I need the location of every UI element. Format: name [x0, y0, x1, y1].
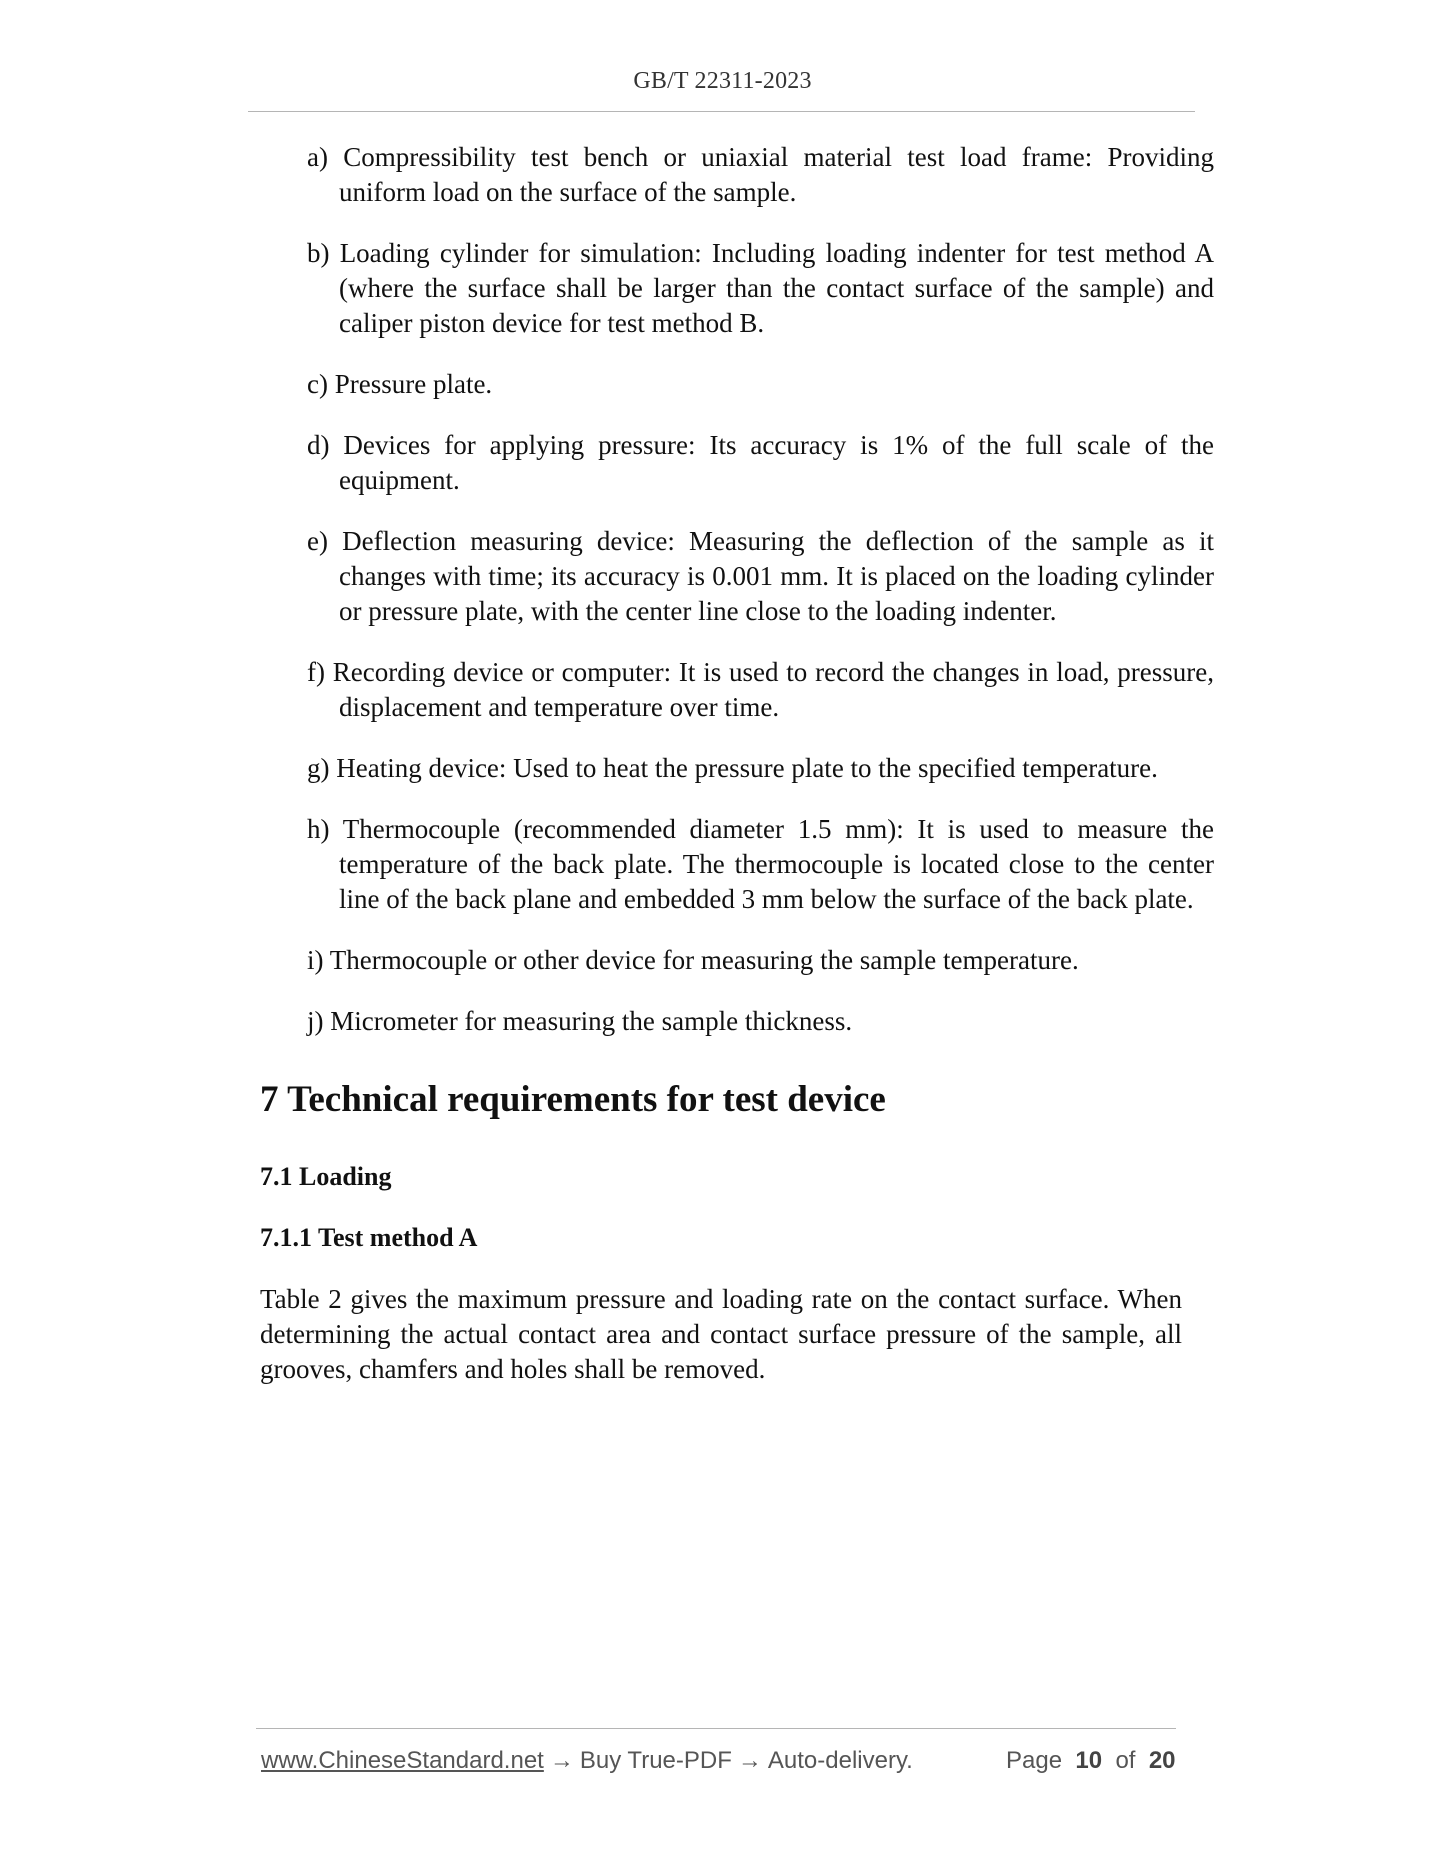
page-of: of — [1115, 1747, 1136, 1774]
buy-true-pdf-text: Buy True-PDF — [579, 1747, 732, 1774]
list-item-j: j) Micrometer for measuring the sample thickness. — [307, 1006, 853, 1036]
body-paragraph: Table 2 gives the maximum pressure and loading rate on the contact surface. When determining the actual contact area and contact surface pressure of the sample, all grooves, chamfers and holes shall be removed. — [260, 1284, 1182, 1384]
arrow-right-icon-2: → — [737, 1747, 762, 1774]
list-item-b: b) Loading cylinder for simulation: Including loading indenter for test method A (where the surface shall be larger than the contact surface of the sample) and caliper piston device for test method B. — [307, 238, 1214, 338]
arrow-right-icon: → — [549, 1747, 574, 1774]
list-item-h: h) Thermocouple (recommended diameter 1.5 mm): It is used to measure the temperature of the back plate. The thermocouple is located close to the center line of the back plane and embedded 3 mm below the surface of the back plate. — [307, 814, 1214, 914]
subsubsection-heading: 7.1.1 Test method A — [260, 1223, 478, 1252]
section-heading: 7 Technical requirements for test device — [260, 1079, 886, 1120]
subsection-heading: 7.1 Loading — [260, 1162, 392, 1191]
footer-divider — [256, 1728, 1176, 1729]
page-total: 20 — [1148, 1747, 1176, 1774]
list-item-g: g) Heating device: Used to heat the pressure plate to the specified temperature. — [307, 753, 1158, 783]
list-item-f: f) Recording device or computer: It is used to record the changes in load, pressure, displacement and temperature over time. — [307, 657, 1214, 722]
list-item-e: e) Deflection measuring device: Measuring the deflection of the sample as it changes with time; its accuracy is 0.001 mm. It is placed on the loading cylinder or pressure plate, with the center line close to the loading indenter. — [307, 526, 1214, 626]
document-code: GB/T 22311-2023 — [633, 68, 812, 94]
page-indicator — [1006, 1747, 1176, 1775]
list-item-a: a) Compressibility test bench or uniaxial material test load frame: Providing uniform load on the surface of the sample. — [307, 142, 1214, 207]
list-item-c: c) Pressure plate. — [307, 369, 493, 399]
list-item-d: d) Devices for applying pressure: Its accuracy is 1% of the full scale of the equipment. — [307, 430, 1214, 495]
footer — [261, 1747, 1181, 1775]
header-divider — [248, 111, 1195, 112]
list-item-i: i) Thermocouple or other device for measuring the sample temperature. — [307, 945, 1079, 975]
auto-delivery-text: Auto-delivery. — [767, 1747, 913, 1774]
page-current: 10 — [1075, 1747, 1103, 1774]
page-label: Page — [1006, 1747, 1063, 1774]
website-link[interactable]: www.ChineseStandard.net — [261, 1747, 544, 1774]
